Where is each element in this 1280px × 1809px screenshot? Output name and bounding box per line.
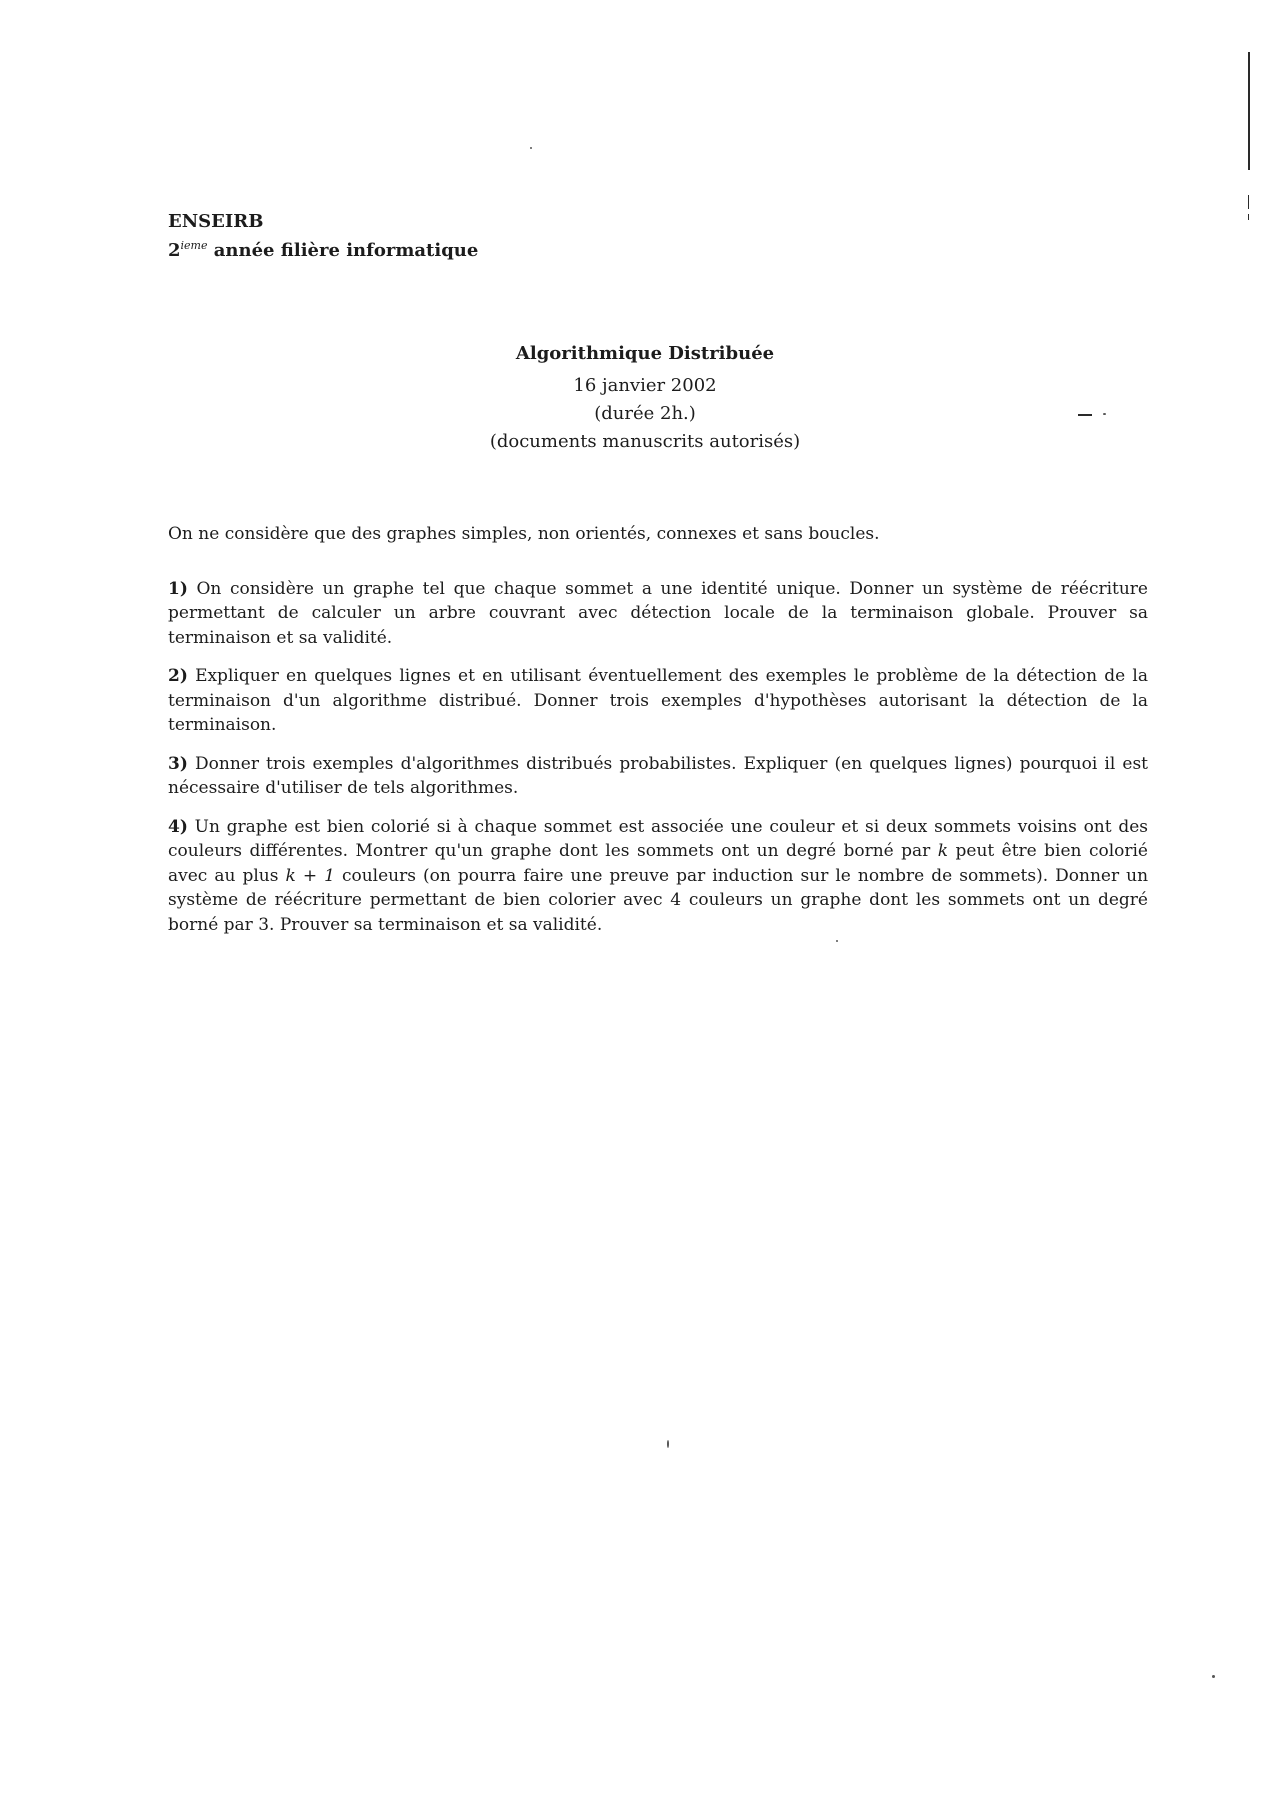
exam-documents: (documents manuscrits autorisés) <box>489 431 801 452</box>
question-number: 3) <box>168 753 188 774</box>
scan-edge-mark <box>1248 214 1249 220</box>
question-text-c: couleurs (on pourra faire une preuve par induction sur le nombre de sommets). Donner un système de réécriture permettant de bien colorier avec 4 couleurs un graphe dont les sommets ont un degré borné par 3. Prouver sa terminaison et sa validité. <box>168 865 1149 935</box>
question-text: Expliquer en quelques lignes et en utilisant éventuellement des exemples le problème de la détection de la terminaison d'un algorithme distribué. Donner trois exemples d'hypothèses autorisant la détection de la terminaison. <box>168 666 1148 735</box>
question-text-a: Un graphe est bien colorié si à chaque sommet est associée une couleur et si deux sommets voisins ont des couleurs différentes. Montrer qu'un graphe dont les sommets ont un degré borné par <box>168 816 1148 861</box>
math-k-plus-1: k + 1 <box>285 865 335 886</box>
math-k: k <box>937 841 949 861</box>
course-title: Algorithmique Distribuée <box>515 343 775 364</box>
question-text: Donner trois exemples d'algorithmes distribués probabilistes. Expliquer (en quelques lignes) pourquoi il est nécessaire d'utiliser de tels algorithmes. <box>168 753 1149 798</box>
question-4 <box>168 815 1148 938</box>
question-number: 2) <box>168 666 188 686</box>
year-line <box>168 234 478 263</box>
question-text-b: peut être bien colorié avec au plus <box>168 841 1148 886</box>
question-1 <box>168 577 1148 651</box>
exam-duration: (durée 2h.) <box>594 403 696 424</box>
exam-date: 16 janvier 2002 <box>573 375 717 396</box>
scan-edge-line <box>1248 52 1250 170</box>
year-superscript: ieme <box>180 239 208 252</box>
school-name: ENSEIRB <box>168 211 264 232</box>
exam-header <box>168 210 478 263</box>
question-text: On considère un graphe tel que chaque sommet a une identité unique. Donner un système de réécriture permettant de calculer un arbre couvrant avec détection locale de la terminaison globale. Prouver sa terminaison et sa validité. <box>168 578 1148 648</box>
year-rest: année filière informatique <box>207 240 479 261</box>
scan-dot <box>530 147 532 149</box>
scan-edge-mark <box>1248 195 1249 209</box>
question-3 <box>168 752 1148 801</box>
question-number: 1) <box>168 578 188 599</box>
title-block <box>0 340 1280 456</box>
question-number: 4) <box>168 816 188 837</box>
scan-dot <box>1212 1675 1215 1678</box>
scan-dot <box>667 1440 669 1448</box>
intro-paragraph: On ne considère que des graphes simples, non orientés, connexes et sans boucles. <box>168 524 880 544</box>
question-2 <box>168 664 1148 738</box>
exam-content <box>168 522 1148 951</box>
year-number: 2 <box>168 240 181 261</box>
